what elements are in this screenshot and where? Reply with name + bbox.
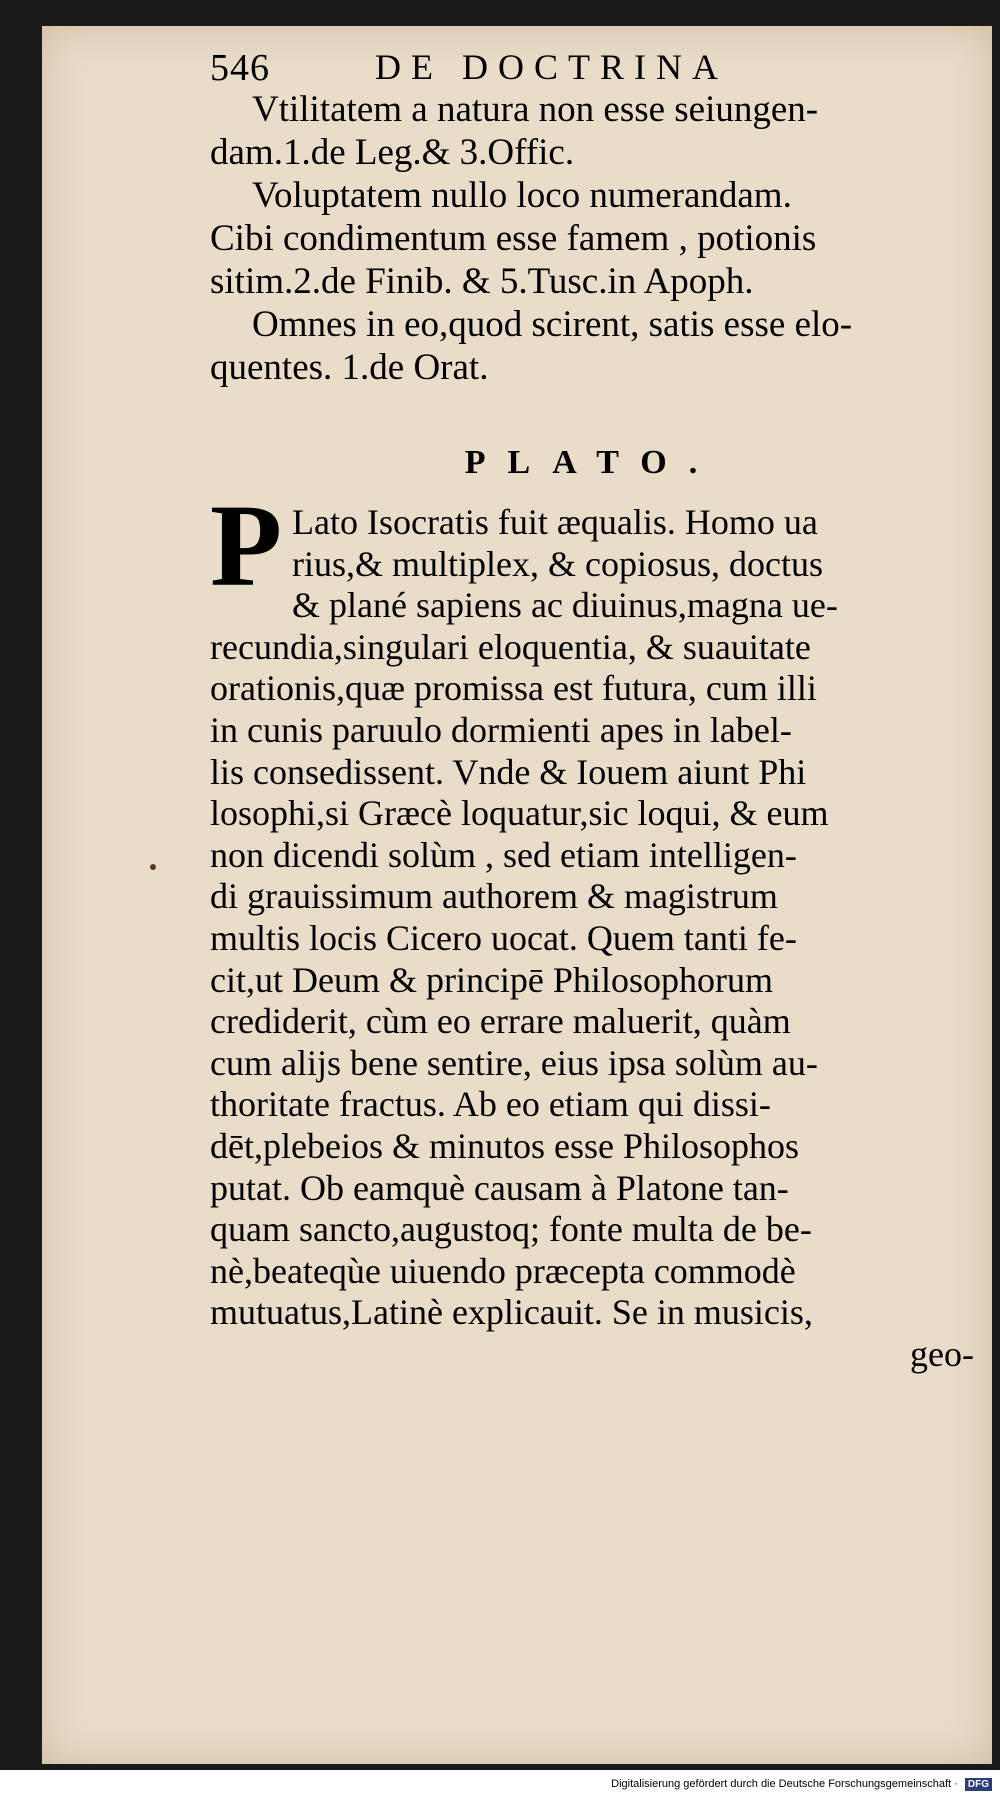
text-line: Voluptatem nullo loco numerandam. <box>252 175 792 216</box>
dfg-logo: DFG <box>965 1778 992 1791</box>
catchword: geo- <box>910 1333 974 1374</box>
text-line: Lato Isocratis fuit æqualis. Homo ua <box>292 502 818 542</box>
text-block-top <box>210 88 974 389</box>
drop-cap: P <box>210 480 283 611</box>
text-line: quentes. 1.de Orat. <box>210 347 489 388</box>
text-line: dēt,plebeios & minutos esse Philosophos <box>210 1125 799 1166</box>
text-line: cit,ut Deum & principē Philosophorum <box>210 959 773 1000</box>
text-line: dam.1.de Leg.& 3.Offic. <box>210 132 575 173</box>
page-number: 546 <box>210 47 270 89</box>
digitization-credit <box>0 1778 992 1791</box>
text-line: & plané sapiens ac diuinus,magna ue- <box>292 585 838 626</box>
credit-text: Digitalisierung gefördert durch die Deutsche Forschungsgemeinschaft · <box>611 1778 958 1790</box>
section-heading: PLATO. <box>464 444 720 481</box>
text-line: non dicendi solùm , sed etiam intelligen- <box>210 834 797 875</box>
paragraph-plato <box>210 480 974 1375</box>
text-line: quam sancto,augustoq; fonte multa de be- <box>210 1209 812 1250</box>
text-line: rius,& multiplex, & copiosus, doctus <box>292 543 823 584</box>
running-title: DE DOCTRINA <box>375 47 728 87</box>
text-line: multis locis Cicero uocat. Quem tanti fe- <box>210 917 797 958</box>
text-line: thoritate fractus. Ab eo etiam qui dissi- <box>210 1084 771 1125</box>
text-line: crediderit, cùm eo errare maluerit, quàm <box>210 1001 791 1042</box>
text-line: orationis,quæ promissa est futura, cum illi <box>210 668 817 709</box>
text-line: nè,beateqùe uiuendo præcepta commodè <box>210 1250 796 1291</box>
text-line: in cunis paruulo dormienti apes in label- <box>210 709 792 750</box>
text-line: putat. Ob eamquè causam à Platone tan- <box>210 1167 789 1208</box>
text-line: mutuatus,Latinè explicauit. Se in musicis, <box>210 1292 813 1333</box>
text-line: losophi,si Græcè loquatur,sic loqui, & eum <box>210 793 829 834</box>
text-line: Cibi condimentum esse famem , potionis <box>210 218 817 259</box>
text-line: Omnes in eo,quod scirent, satis esse elo- <box>252 304 853 345</box>
text-line: sitim.2.de Finib. & 5.Tusc.in Apoph. <box>210 261 754 302</box>
text-line: Vtilitatem a natura non esse seiungen- <box>252 89 819 130</box>
text-line: di grauissimum authorem & magistrum <box>210 876 778 917</box>
text-line: lis consedissent. Vnde & Iouem aiunt Phi <box>210 751 807 792</box>
text-line: recundia,singulari eloquentia, & suauitate <box>210 626 811 667</box>
ink-spot <box>150 864 156 870</box>
text-line: cum alijs bene sentire, eius ipsa solùm au- <box>210 1042 818 1083</box>
